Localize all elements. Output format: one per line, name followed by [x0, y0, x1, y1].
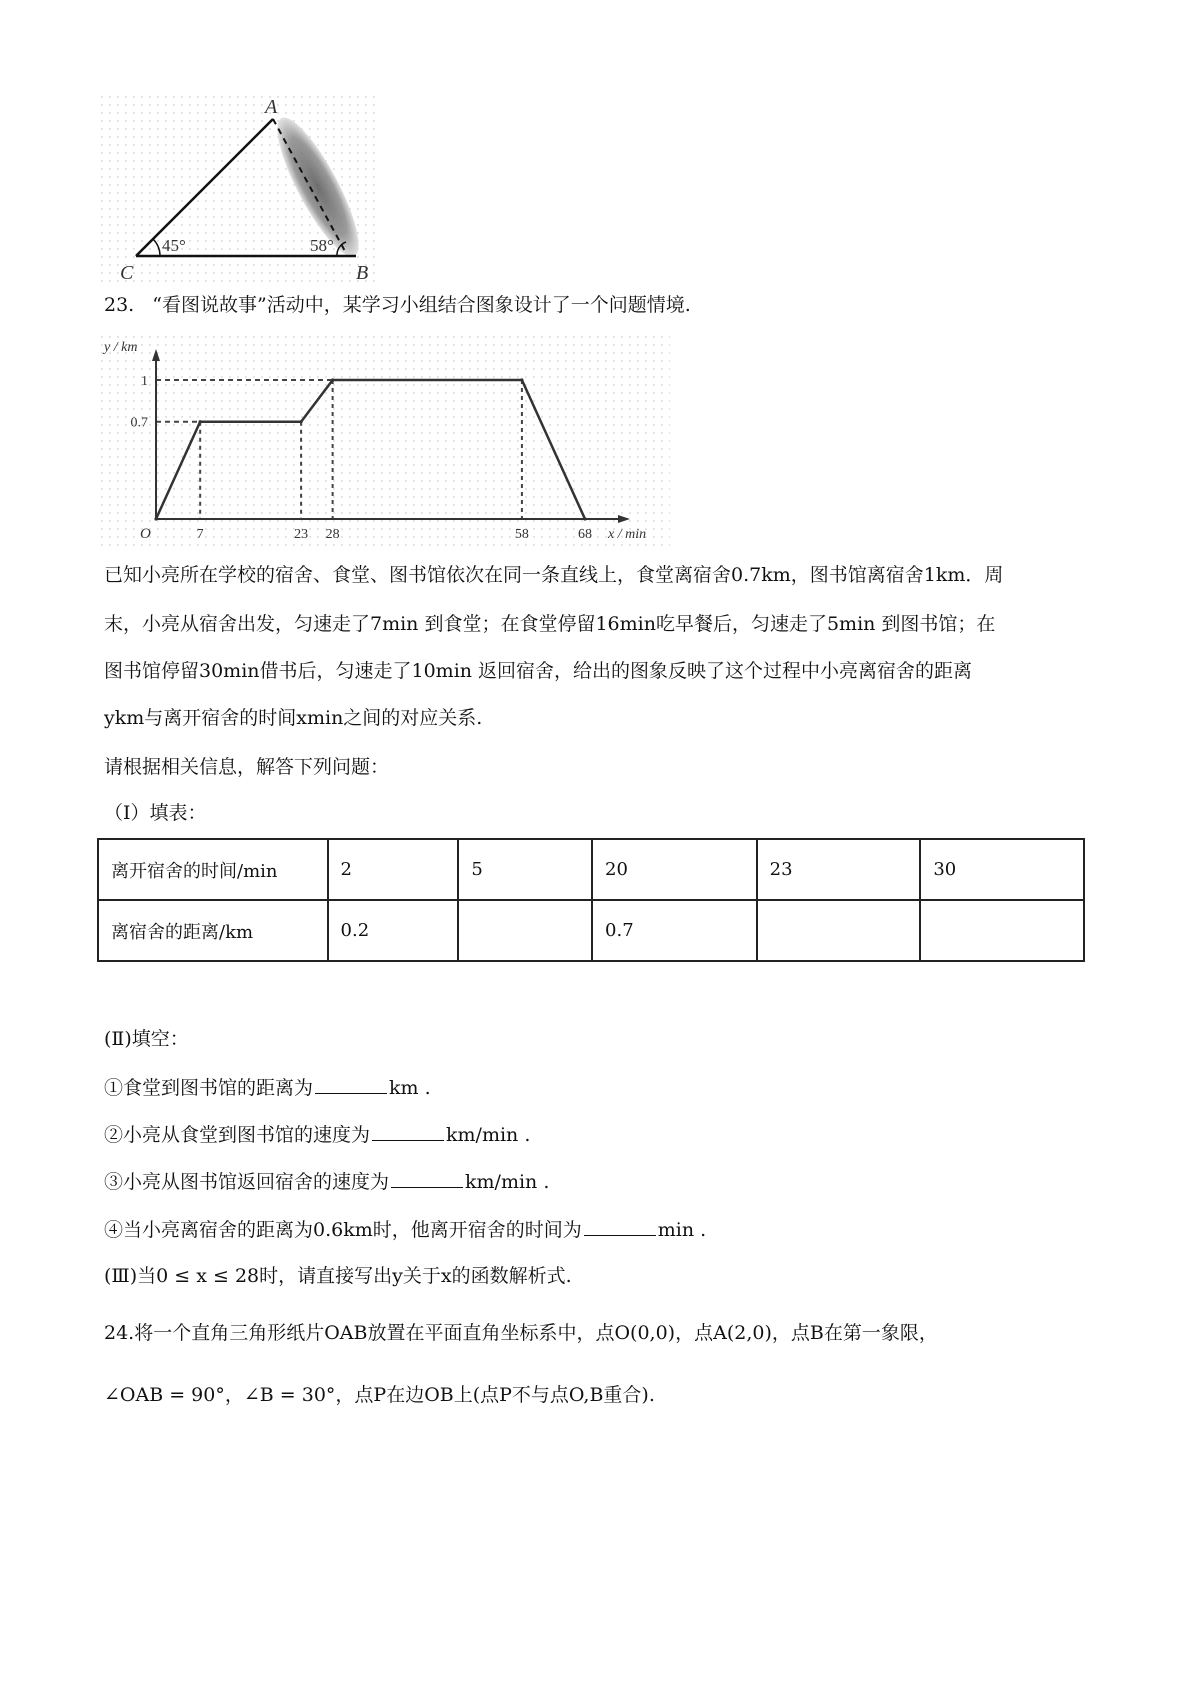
table-header-time: 离开宿舍的时间/min: [98, 839, 328, 900]
data-point: [331, 378, 334, 381]
blank-3-suffix: km/min .: [465, 1171, 550, 1193]
blank-2-prefix: ②小亮从食堂到图书馆的速度为: [104, 1124, 371, 1146]
angle-B-label: 58°: [310, 236, 334, 255]
part3-question: (Ⅲ)当0 ≤ x ≤ 28时，请直接写出y关于x的函数解析式.: [104, 1265, 572, 1287]
part2-label: (Ⅱ)填空：: [104, 1028, 189, 1050]
table-cell-blank[interactable]: [757, 900, 921, 961]
table-row-time: [98, 839, 1084, 900]
part1-label: （Ⅰ）填表：: [104, 802, 207, 824]
blank-question-4: [104, 1217, 706, 1242]
answer-blank-1[interactable]: [315, 1075, 387, 1094]
q24-line-2: ∠OAB = 90°，∠B = 30°，点P在边OB上(点P不与点O,B重合).: [104, 1384, 655, 1406]
data-point: [300, 420, 303, 423]
table-header-distance: 离宿舍的距离/km: [98, 900, 328, 961]
table-cell: 2: [328, 839, 459, 900]
y-axis-label: y / km: [104, 340, 138, 355]
blank-question-2: [104, 1122, 530, 1147]
data-point: [583, 517, 586, 520]
table-cell: 0.7: [592, 900, 757, 961]
x-tick-label: 68: [578, 527, 592, 542]
q23-paragraph-line-4: ykm与离开宿舍的时间xmin之间的对应关系.: [104, 707, 483, 729]
answer-blank-3[interactable]: [391, 1169, 463, 1188]
q23-prompt: 请根据相关信息，解答下列问题：: [104, 756, 390, 778]
data-point: [154, 517, 157, 520]
blank-1-suffix: km .: [389, 1077, 431, 1099]
x-axis-label: x / min: [608, 527, 647, 542]
fill-table: [97, 838, 1085, 962]
x-tick-label: 23: [294, 527, 309, 542]
data-point: [520, 378, 523, 381]
table-cell: 30: [920, 839, 1084, 900]
q23-paragraph-line-2: 末，小亮从宿舍出发，匀速走了7min 到食堂；在食堂停留16min吃早餐后，匀速走了5min 到图书馆；在: [104, 613, 996, 635]
vertex-A-label: A: [265, 96, 278, 118]
table-cell: 20: [592, 839, 757, 900]
blank-question-3: [104, 1169, 549, 1194]
blank-question-1: [104, 1075, 431, 1100]
blank-2-suffix: km/min .: [446, 1124, 531, 1146]
vertex-B-label: B: [356, 262, 369, 284]
table-cell-blank[interactable]: [920, 900, 1084, 961]
blank-1-prefix: ①食堂到图书馆的距离为: [104, 1077, 314, 1099]
q23-number: 23.: [104, 294, 135, 316]
triangle-figure: [100, 95, 380, 285]
table-cell: 0.2: [328, 900, 459, 961]
answer-blank-4[interactable]: [584, 1217, 656, 1236]
x-tick-label: 7: [196, 527, 204, 542]
table-cell: 23: [757, 839, 921, 900]
answer-blank-2[interactable]: [372, 1122, 444, 1141]
x-tick-label: 28: [325, 527, 340, 542]
q24-line-1: 24.将一个直角三角形纸片OAB放置在平面直角坐标系中，点O(0,0)，点A(2,0)，点B在第一象限，: [104, 1322, 938, 1344]
angle-C-label: 45°: [162, 236, 186, 255]
y-tick-label: 1: [141, 374, 148, 389]
table-cell-blank[interactable]: [458, 900, 592, 961]
origin-label: O: [140, 526, 151, 542]
q23-heading-text: “看图说故事”活动中，某学习小组结合图象设计了一个问题情境.: [152, 294, 691, 316]
data-point: [199, 420, 202, 423]
distance-time-chart: [100, 335, 670, 550]
blank-3-prefix: ③小亮从图书馆返回宿舍的速度为: [104, 1171, 390, 1193]
x-tick-label: 58: [514, 527, 529, 542]
blank-4-prefix: ④当小亮离宿舍的距离为0.6km时，他离开宿舍的时间为: [104, 1219, 582, 1241]
vertex-C-label: C: [120, 262, 134, 284]
blank-4-suffix: min .: [657, 1219, 707, 1241]
q23-paragraph-line-1: 已知小亮所在学校的宿舍、食堂、图书馆依次在同一条直线上，食堂离宿舍0.7km，图书馆离宿舍1km．周: [104, 564, 1004, 586]
q23-paragraph-line-3: 图书馆停留30min借书后，匀速走了10min 返回宿舍，给出的图象反映了这个过程中小亮离宿舍的距离: [104, 660, 973, 682]
q23-heading: [104, 293, 691, 317]
y-tick-label: 0.7: [130, 415, 148, 431]
table-row-distance: [98, 900, 1084, 961]
table-cell: 5: [458, 839, 592, 900]
